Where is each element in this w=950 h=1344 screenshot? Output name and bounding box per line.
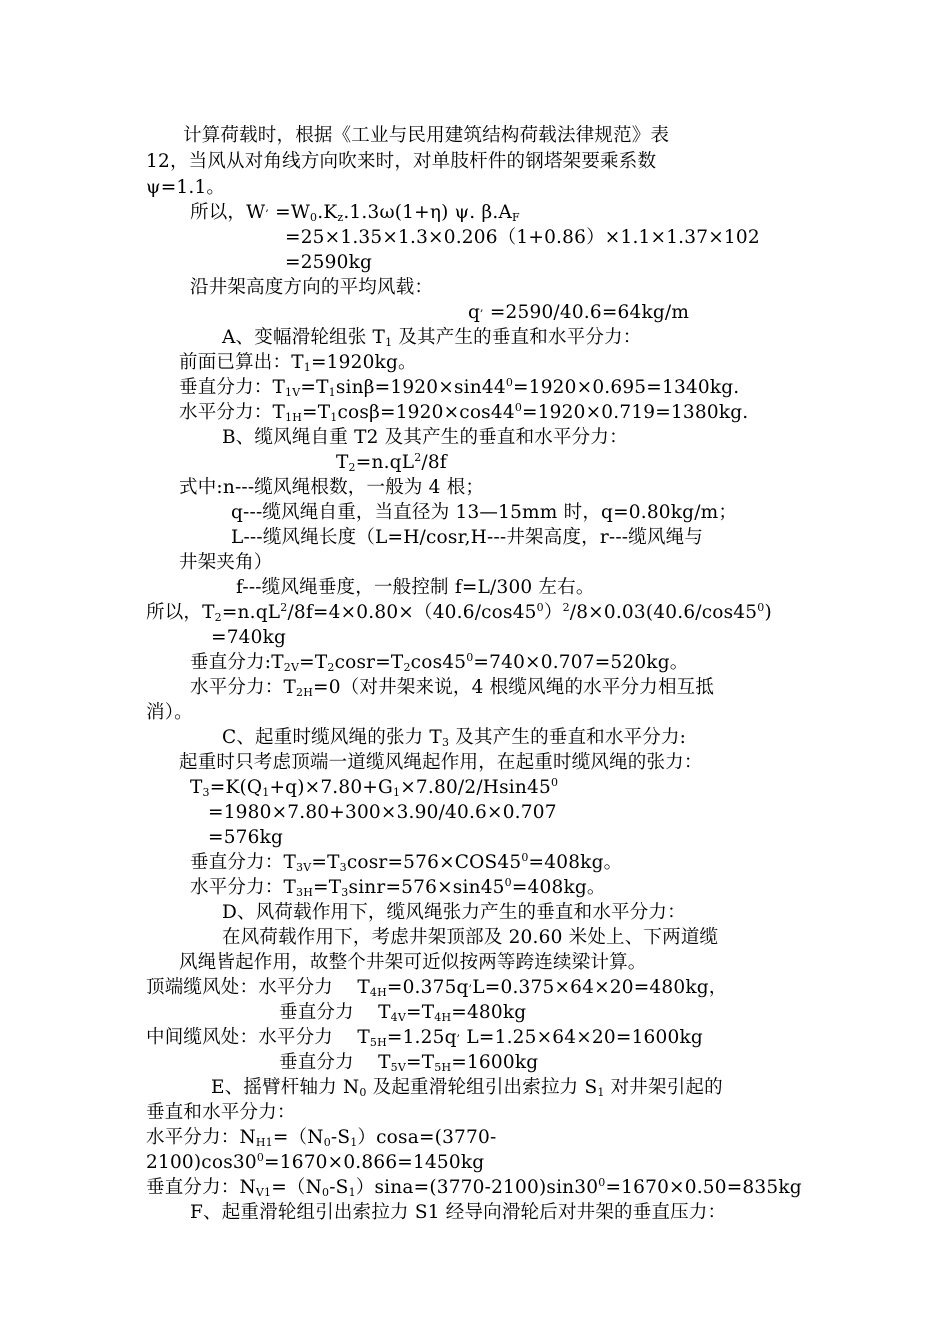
text-line: 垂直和水平分力： [146,1102,296,1123]
text-line: 起重时只考虑顶端一道缆风绳起作用，在起重时缆风绳的张力： [179,752,703,773]
text-line: 水平分力：$T_{3H}=T_3\sin r=576\times\sin 45^0=408kg$。 [190,876,606,899]
text-line: 水平分力：$T_{2H}=0$（对井架来说，4 根缆风绳的水平分力相互抵 [190,677,715,699]
text-line: f---缆风绳垂度，一般控制 f=L/300 左右。 [236,577,595,598]
text-line: F、起重滑轮组引出索拉力 S1 经导向滑轮后对井架的垂直压力： [190,1202,727,1223]
text-line: D、风荷载作用下，缆风绳张力产生的垂直和水平分力： [222,902,686,923]
text-line: 井架夹角） [179,552,273,573]
text-line: $T_3=K(Q_1+q)\times 7.80+G_1\times 7.80/2/Hsin45^0$ [190,776,559,799]
text-line: 12，当风从对角线方向吹来时，对单肢杆件的钢塔架要乘系数 [146,151,657,172]
text-line: 水平分力：$T_{1H}=T_1\cos\beta=1920\times\cos 44^0=1920\times 0.719=1380kg$. [179,401,749,424]
text-line: L---缆风绳长度（L=H/cosr,H---井架高度，r---缆风绳与 [231,527,704,548]
text-line: =576kg [208,827,284,848]
text-line: 在风荷载作用下，考虑井架顶部及 20.60 米处上、下两道缆 [222,927,719,948]
text-line: 式中:n---缆风绳根数，一般为 4 根； [179,477,485,498]
text-line: $T_2=n.qL^2/8f$ [336,451,447,474]
text-line: 顶端缆风处：水平分力 $T_{4H}=0.375q^,L=0.375\times 64\times 20=480kg$， [146,976,728,999]
text-line: 前面已算出：$T_1=1920kg$。 [179,352,417,374]
text-line: 计算荷载时，根据《工业与民用建筑结构荷载法律规范》表 [183,125,670,146]
text-line: $2100)\cos 30^0=1670\times 0.866=1450kg$ [146,1151,485,1173]
text-line: q---缆风绳自重，当直径为 13—15mm 时，q=0.80kg/m； [231,502,738,523]
text-line: 垂直分力：$T_{1V}=T_1\sin\beta=1920\times\sin 44^0=1920\times 0.695=1340kg$. [179,376,740,399]
text-line: =25×1.35×1.3×0.206（1+0.86）×1.1×1.37×102 [285,227,760,248]
text-line: 垂直分力 $T_{5V}=T_{5H}=1600kg$ [279,1052,539,1074]
text-line: C、起重时缆风绳的张力 $T_3$ 及其产生的垂直和水平分力: [222,727,687,749]
text-line: 垂直分力：$T_{3V}=T_3\cos r=576\times COS45^0=408kg$。 [190,851,623,874]
text-line: q, =2590/40.6=64kg/m [468,301,690,323]
text-line: 水平分力：$N_{H1}=(N_0-S_1)\cos a=(3770-$ [146,1127,497,1149]
text-line: B、缆风绳自重 T2 及其产生的垂直和水平分力： [222,427,628,448]
text-line: 沿井架高度方向的平均风载： [190,277,434,298]
text-line: 所以，$T_2=n.qL^2/8f=4\times 0.80\times(40.6/\cos 45^0)^2/8\times 0.03(40.6/\cos 45^0)$ [146,601,772,624]
text-line: 垂直分力$:T_{2V}=T_2\cos r=T_2\cos 45^0=740\times 0.707=520kg$。 [190,651,689,674]
text-line: 中间缆风处：水平分力 $T_{5H}=1.25q^,$ L=1.25×64×20=1600kg [146,1026,703,1049]
text-line: =2590kg [285,252,373,273]
text-line: 消）。 [146,702,193,723]
text-line: 所以，$W^, =W_0.K_z.1.3\omega(1+\eta)$ ψ. $\beta.A_F$ [190,201,520,224]
text-line: =740kg [211,627,287,648]
text-line: 垂直分力：$N_{V1}=(N_0-S_1)\sin a=(3770-2100)\sin 30^0=1670\times 0.50=835kg$ [146,1176,802,1199]
text-line: ψ=1.1。 [146,177,226,198]
text-line: =1980×7.80+300×3.90/40.6×0.707 [208,802,557,823]
text-line: 垂直分力 $T_{4V}=T_{4H}=480kg$ [279,1002,527,1024]
text-line: 风绳皆起作用，故整个井架可近似按两等跨连续梁计算。 [179,952,647,973]
text-line: E、摇臂杆轴力 $N_0$ 及起重滑轮组引出索拉力 $S_1$ 对井架引起的 [211,1077,723,1099]
text-line: A、变幅滑轮组张 $T_1$ 及其产生的垂直和水平分力： [222,327,642,349]
